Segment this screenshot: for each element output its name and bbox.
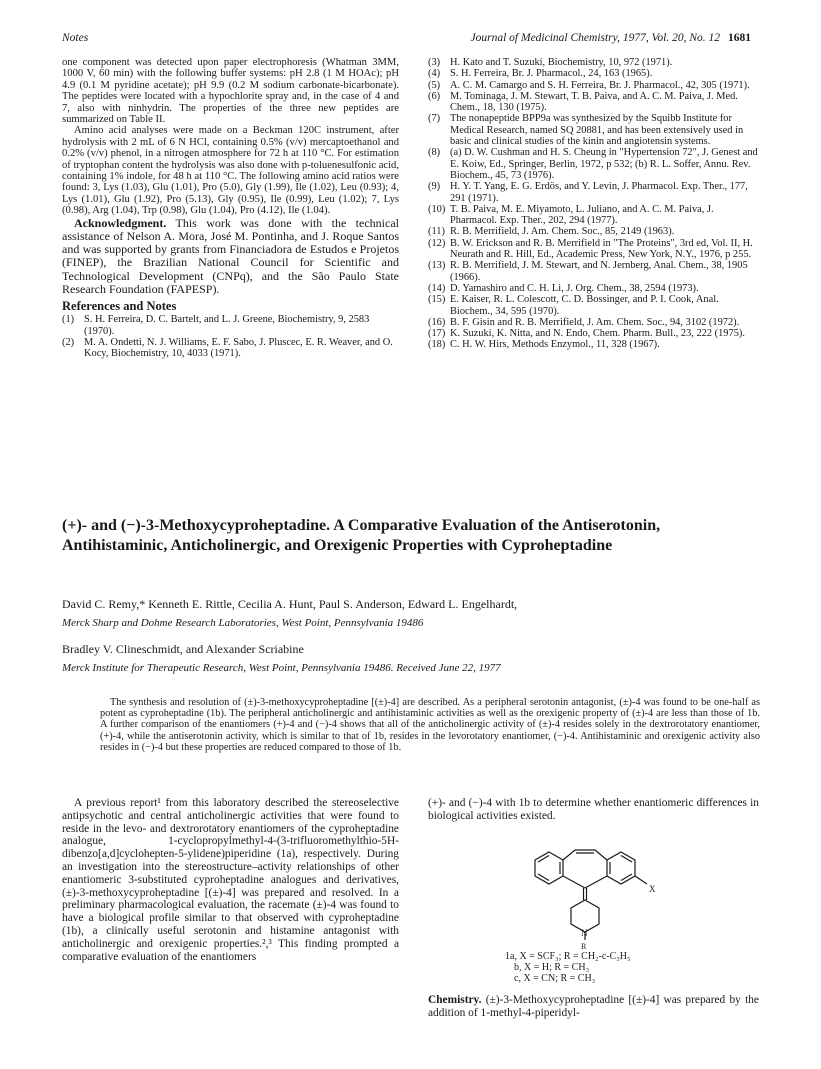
reference-text: H. Kato and T. Suzuki, Biochemistry, 10, 972 (1971). xyxy=(450,57,673,68)
reference-text: (a) D. W. Cushman and H. S. Cheung in "Hypertension 72", J. Genest and E. Koiw, Ed., Springer, Berlin, 1972, p 532; (b) R. L. Soffer, Annu. Rev. Biochem., 45, 73 (1976). xyxy=(450,147,758,181)
body-paragraph: A previous report¹ from this laboratory described the stereoselective antipsychotic and central anticholinergic activities that were found to reside in the levo- and dextrorotatory enantiomers of the cyproheptadine analogue, 1-cyclopropylmethyl-4-(3-trifluoromethylthio-5H-dibenzo[a,d]cyclohepten-5-ylidene)piperidine (1a), respectively. During an investigation into the stereostructure–activity relationships of other enantiomeric 3-substituted cyproheptadine analogues and derivatives, (±)-3-methoxycyproheptadine [(±)-4] was prepared and resolved. In a preliminary pharmacological evaluation, the racemate (±)-4 was found to have a biological profile similar to that observed with cyproheptadine (1b), a clinically useful serotonin and histamine antagonist with anticholinergic and orexigenic properties.²,³ This finding prompted a comparative evaluation of the enantiomers xyxy=(62,797,399,963)
reference-text: A. C. M. Camargo and S. H. Ferreira, Br. J. Pharmacol., 42, 305 (1971). xyxy=(450,79,750,91)
reference-text: The nonapeptide BPP9a was synthesized by the Squibb Institute for Medical Research, named SQ 20881, and has been extensively used in basic and clinical studies of the kinin and angiotensin systems. xyxy=(450,113,744,148)
reference-text: H. Y. T. Yang, E. G. Erdös, and Y. Levin, J. Pharmacol. Exp. Ther., 177, 291 (1971). xyxy=(450,181,748,204)
reference-number: (9) xyxy=(428,181,441,193)
reference-text: D. Yamashiro and C. H. Li, J. Org. Chem., 38, 2594 (1973). xyxy=(450,282,699,294)
reference-number: (2) xyxy=(62,336,75,348)
reference-text: B. F. Gisin and R. B. Merrifield, J. Am. Chem. Soc., 94, 3102 (1972). xyxy=(450,316,740,328)
reference-number: (10) xyxy=(428,203,446,215)
reference-number: (13) xyxy=(428,260,446,272)
reference-number: (5) xyxy=(428,79,441,91)
running-head-journal xyxy=(471,32,751,44)
journal-citation: Journal of Medicinal Chemistry, 1977, Vol. 20, No. 12 xyxy=(470,32,720,44)
reference-text: R. B. Merrifield, J. M. Stewart, and N. Jernberg, Anal. Chem., 38, 1905 (1966). xyxy=(450,260,748,283)
running-head-section: Notes xyxy=(62,32,89,44)
reference-number: (14) xyxy=(428,282,446,294)
reference-item xyxy=(62,337,399,360)
reference-number: (17) xyxy=(428,328,446,340)
reference-item xyxy=(428,57,759,68)
top-left-column xyxy=(62,57,399,360)
body-right-column xyxy=(428,797,759,823)
reference-text: S. H. Ferreira, Br. J. Pharmacol., 24, 163 (1965). xyxy=(450,68,653,80)
reference-text: B. W. Erickson and R. B. Merrifield in "The Proteins", 3rd ed, Vol. II, H. Neurath and R. Hill, Ed., Academic Press, New York, N.Y., 1976, p 255. xyxy=(450,237,753,261)
substituent-x-label: X xyxy=(649,884,656,894)
reference-number: (11) xyxy=(428,226,445,238)
top-right-column xyxy=(428,57,759,351)
reference-text: R. B. Merrifield, J. Am. Chem. Soc., 85, 2149 (1963). xyxy=(450,226,675,238)
acknowledgment-heading: Acknowledgment. xyxy=(74,215,167,230)
affiliation: Merck Institute for Therapeutic Research, West Point, Pennsylvania 19486. Received June 22, 1977 xyxy=(62,662,501,674)
author-list: David C. Remy,* Kenneth E. Rittle, Cecilia A. Hunt, Paul S. Anderson, Edward L. Engelhardt, xyxy=(62,597,518,611)
body-paragraph: (+)- and (−)-4 with 1b to determine whether enantiomeric differences in biological activities existed. xyxy=(428,797,759,822)
reference-number: (6) xyxy=(428,90,441,102)
reference-item xyxy=(428,238,759,261)
reference-item xyxy=(428,91,759,114)
reference-item xyxy=(428,204,759,227)
page-number: 1681 xyxy=(728,32,751,44)
acknowledgment-text: This work was done with the technical assistance of Nelson A. Mora, José M. Pontinha, and J. Roque Santos and was supported by grants from Financiadora de Estudos e Projetos (FINEP), the Brazilian National Council for Scientific and Technological Development (CNPq), and the São Paulo State Research Foundation (FAPESP). xyxy=(62,215,399,296)
reference-number: (18) xyxy=(428,339,446,351)
reference-text: C. H. W. Hirs, Methods Enzymol., 11, 328 (1967). xyxy=(450,339,660,351)
reference-number: (16) xyxy=(428,316,446,328)
reference-item xyxy=(428,80,759,91)
chemistry-text: (±)-3-Methoxycyproheptadine [(±)-4] was prepared by the addition of 1-methyl-4-piperidyl- xyxy=(428,994,759,1019)
body-left-column xyxy=(62,797,399,963)
reference-item xyxy=(428,294,759,317)
affiliation: Merck Sharp and Dohme Research Laboratories, West Point, Pennsylvania 19486 xyxy=(62,617,424,629)
structure-legend xyxy=(505,951,631,984)
legend-line: b, X = H; R = CH₃ xyxy=(514,962,590,973)
reference-item xyxy=(428,260,759,283)
reference-text: K. Suzuki, K. Nitta, and N. Endo, Chem. Pharm. Bull., 23, 222 (1975). xyxy=(450,328,745,340)
reference-item xyxy=(428,283,759,294)
references-heading: References and Notes xyxy=(62,298,177,313)
reference-item xyxy=(428,339,759,350)
nitrogen-label: N xyxy=(581,928,588,938)
legend-line: 1a, X = SCF₃; R = CH₂-c-C₃H₅ xyxy=(505,951,631,962)
reference-number: (3) xyxy=(428,57,441,68)
reference-item xyxy=(428,226,759,237)
substituent-r-label: R xyxy=(581,942,587,951)
body-paragraph: Amino acid analyses were made on a Beckman 120C instrument, after hydrolysis with 2 mL of 6 N HCl, containing 0.5% (v/v) mercaptoethanol and 0.2% (v/v) phenol, in a nitrogen atmosphere for 72 h at 110 °C. For estimation of tryptophan content the hydrolysis was also done with p-toluenesulfonic acid, containing 1% indole, for 48 h at 110 °C. The following amino acid ratios were found: 3, Lys (1.03), Glu (1.01), Pro (5.0), Gly (1.99), Ile (1.02), Leu (0.93); 4, Lys (1.01), Glu (1.92), Pro (5.13), Gly (0.95), Ile (0.99), Leu (1.02); 7, Lys (0.98), Arg (1.04), Trp (0.98), Glu (1.04), Pro (4.12), Ile (1.04). xyxy=(62,125,399,217)
chemistry-heading: Chemistry. xyxy=(428,994,482,1006)
reference-number: (12) xyxy=(428,237,446,249)
reference-text: E. Kaiser, R. L. Colescott, C. D. Bossinger, and P. I. Cook, Anal. Biochem., 34, 595 (1970). xyxy=(450,294,719,317)
reference-text: M. Tominaga, J. M. Stewart, T. B. Paiva, and A. C. M. Paiva, J. Med. Chem., 18, 130 (1975). xyxy=(450,90,738,114)
reference-number: (7) xyxy=(428,113,441,125)
reference-item xyxy=(428,147,759,181)
author-list: Bradley V. Clineschmidt, and Alexander Scriabine xyxy=(62,642,304,656)
reference-number: (1) xyxy=(62,314,75,326)
reference-item xyxy=(428,113,759,147)
reference-item xyxy=(428,181,759,204)
reference-text: M. A. Ondetti, N. J. Williams, E. F. Sabo, J. Pluscec, E. R. Weaver, and O. Kocy, Biochemistry, 10, 4033 (1971). xyxy=(84,336,393,360)
reference-text: T. B. Paiva, M. E. Miyamoto, L. Juliano, and A. C. M. Paiva, J. Pharmacol. Exp. Ther., 202, 294 (1977). xyxy=(450,203,714,227)
reference-number: (15) xyxy=(428,294,446,306)
reference-number: (8) xyxy=(428,147,441,159)
reference-number: (4) xyxy=(428,68,441,80)
reference-item xyxy=(428,317,759,328)
reference-item xyxy=(62,314,399,337)
chemical-structure-diagram xyxy=(515,840,695,952)
abstract xyxy=(100,697,760,753)
reference-item xyxy=(428,328,759,339)
abstract-text: The synthesis and resolution of (±)-3-methoxycyproheptadine [(±)-4] are described. As a peripheral serotonin antagonist, (±)-4 was found to be one-half as potent as cyproheptadine (1b). The peripheral anticholinergic and antihistaminic activities as well as the orexigenic property of (±)-4 are less than those of 1b. A further comparison of the enantiomers (+)-4 and (−)-4 shows that all of the anticholinergic activity of (±)-4 resides solely in the dextrorotatory enantiomer, (+)-4, while the antiserotonin activity, which is similar to that of 1b, resides in the levorotatory enantiomer, (−)-4. Antihistaminic and orexigenic activity also resides in (−)-4 but these properties are reduced compared to those of 1b. xyxy=(100,697,760,753)
reference-item xyxy=(428,68,759,79)
body-paragraph: one component was detected upon paper electrophoresis (Whatman 3MM, 1000 V, 60 min) with the following buffer systems: pH 2.8 (1 M HOAc); pH 4.9 (0.1 M pyridine acetate); pH 9.9 (0.2 M sodium carbonate-bicarbonate). The peptides were located with a hypochlorite spray and, in the case of 4 and 7, also with ninhydrin. The properties of the three new peptides are summarized on Table II. xyxy=(62,57,399,126)
reference-text: S. H. Ferreira, D. C. Bartelt, and L. J. Greene, Biochemistry, 9, 2583 (1970). xyxy=(84,314,370,337)
legend-line: c, X = CN; R = CH₃ xyxy=(514,973,596,984)
article-title: (+)- and (−)-3-Methoxycyproheptadine. A Comparative Evaluation of the Antiserotonin, Antihistaminic, Anticholinergic, and Orexigenic Properties with Cyproheptadine xyxy=(62,517,661,554)
chemistry-section xyxy=(428,994,759,1020)
acknowledgment xyxy=(62,217,399,296)
